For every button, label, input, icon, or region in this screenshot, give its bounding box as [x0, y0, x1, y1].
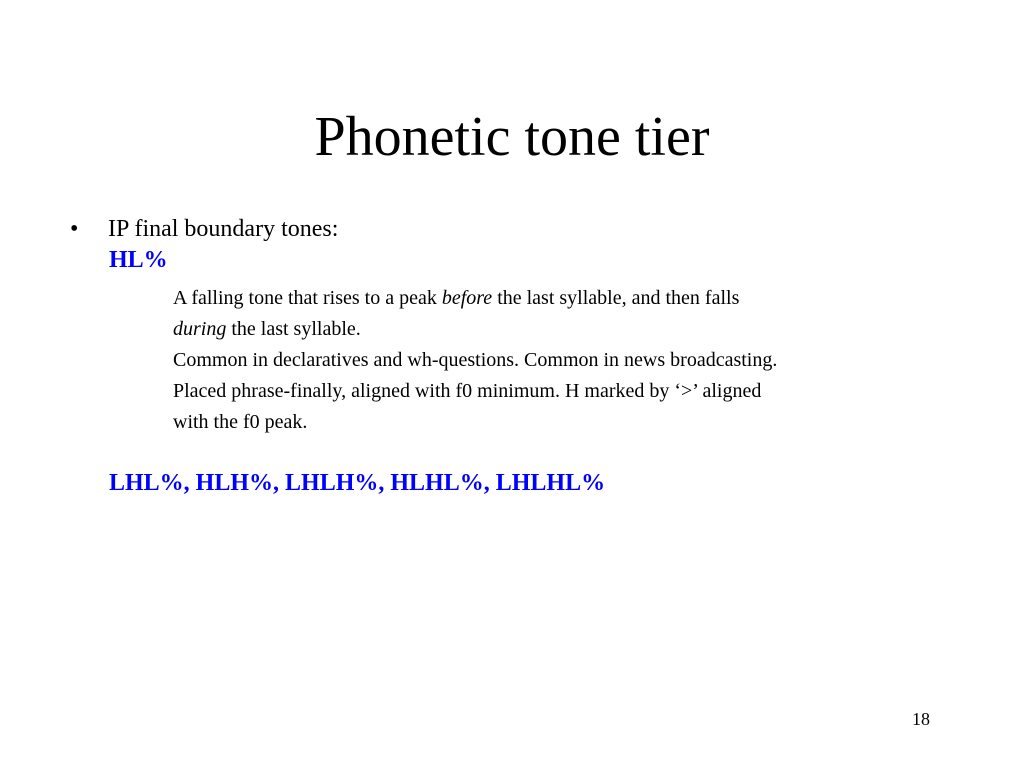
tone-label-primary: HL%	[109, 247, 168, 273]
emphasis-during: during	[173, 318, 227, 340]
description-text: the last syllable, and then falls	[492, 287, 740, 309]
bullet-text: IP final boundary tones:	[108, 216, 339, 242]
slide-title: Phonetic tone tier	[314, 106, 710, 168]
description-line-2	[173, 314, 1003, 345]
description-line-3: Common in declaratives and wh-questions. Common in news broadcasting.	[173, 349, 778, 371]
bullet-item	[70, 214, 338, 244]
description-line-5: with the f0 peak.	[173, 411, 308, 433]
emphasis-before: before	[441, 287, 493, 309]
description-line-1	[173, 283, 1003, 314]
slide-number: 18	[912, 709, 930, 729]
tone-description	[173, 283, 1003, 438]
description-line-4: Placed phrase-finally, aligned with f0 minimum. H marked by ‘>’ aligned	[173, 380, 762, 402]
bullet-marker: •	[70, 216, 79, 242]
description-text: the last syllable.	[226, 318, 361, 340]
description-text: A falling tone that rises to a peak	[173, 287, 442, 309]
tone-label-others: LHL%, HLH%, LHLH%, HLHL%, LHLHL%	[109, 470, 606, 496]
